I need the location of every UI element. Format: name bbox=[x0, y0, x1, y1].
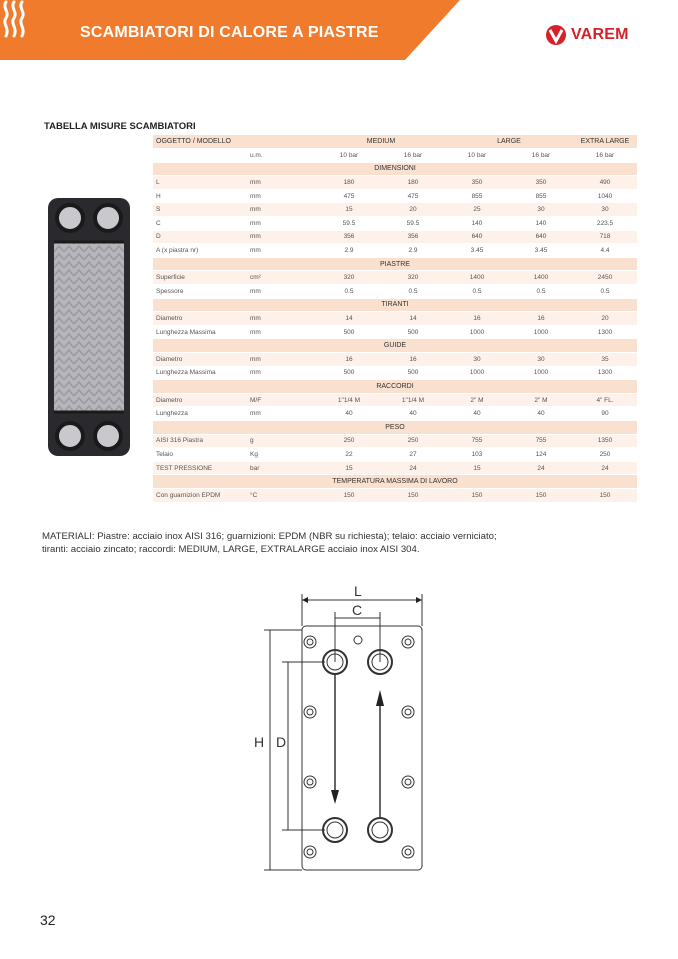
row-value: 30 bbox=[445, 353, 509, 367]
row-value: 30 bbox=[509, 203, 573, 217]
group-header-row bbox=[153, 475, 637, 489]
table-header-row bbox=[153, 135, 637, 149]
group-header-row bbox=[153, 257, 637, 271]
row-value: 0.5 bbox=[381, 285, 445, 299]
group-header-row bbox=[153, 162, 637, 176]
row-label: Diametro bbox=[153, 312, 247, 326]
um-header: u.m. bbox=[247, 149, 317, 163]
row-value: 1040 bbox=[573, 189, 637, 203]
row-label: TEST PRESSIONE bbox=[153, 461, 247, 475]
table-row bbox=[153, 244, 637, 258]
pressure-header: 10 bar bbox=[445, 149, 509, 163]
row-label: D bbox=[153, 230, 247, 244]
row-value: 0.5 bbox=[509, 285, 573, 299]
row-value: 15 bbox=[445, 461, 509, 475]
brand-name: VAREM bbox=[571, 26, 629, 43]
row-value: 150 bbox=[381, 488, 445, 502]
plate-heat-exchanger-photo bbox=[44, 196, 134, 458]
row-value: 3.45 bbox=[445, 244, 509, 258]
row-value: 14 bbox=[317, 312, 381, 326]
row-value: 16 bbox=[381, 353, 445, 367]
row-unit: g bbox=[247, 434, 317, 448]
row-unit: mm bbox=[247, 203, 317, 217]
section-title: TABELLA MISURE SCAMBIATORI bbox=[44, 121, 196, 132]
table-row bbox=[153, 285, 637, 299]
table-row bbox=[153, 393, 637, 407]
row-label: C bbox=[153, 217, 247, 231]
table-row bbox=[153, 176, 637, 190]
row-label: Diametro bbox=[153, 393, 247, 407]
dimensions-table bbox=[153, 135, 637, 503]
table-row bbox=[153, 312, 637, 326]
row-label: S bbox=[153, 203, 247, 217]
group-header-row bbox=[153, 420, 637, 434]
row-value: 150 bbox=[509, 488, 573, 502]
label-c: C bbox=[352, 602, 363, 618]
table-row bbox=[153, 366, 637, 380]
row-value: 320 bbox=[381, 271, 445, 285]
row-value: 1000 bbox=[509, 325, 573, 339]
row-value: 0.5 bbox=[317, 285, 381, 299]
row-label: Lunghezza Massima bbox=[153, 325, 247, 339]
pressure-header: 16 bar bbox=[381, 149, 445, 163]
row-unit: °C bbox=[247, 488, 317, 502]
row-value: 1300 bbox=[573, 325, 637, 339]
table-row bbox=[153, 325, 637, 339]
row-value: 718 bbox=[573, 230, 637, 244]
medium-header: MEDIUM bbox=[317, 135, 445, 149]
row-value: 27 bbox=[381, 448, 445, 462]
row-value: 150 bbox=[317, 488, 381, 502]
table-subheader-row bbox=[153, 149, 637, 163]
brand-logo bbox=[545, 24, 629, 46]
label-l: L bbox=[354, 583, 362, 599]
row-value: 1"1/4 M bbox=[317, 393, 381, 407]
row-value: 350 bbox=[509, 176, 573, 190]
row-unit: mm bbox=[247, 189, 317, 203]
row-value: 4.4 bbox=[573, 244, 637, 258]
row-value: 1"1/4 M bbox=[381, 393, 445, 407]
row-unit: mm bbox=[247, 217, 317, 231]
table-row bbox=[153, 353, 637, 367]
row-value: 103 bbox=[445, 448, 509, 462]
row-value: 30 bbox=[573, 203, 637, 217]
row-value: 30 bbox=[509, 353, 573, 367]
row-value: 22 bbox=[317, 448, 381, 462]
group-header-row bbox=[153, 380, 637, 394]
row-value: 855 bbox=[509, 189, 573, 203]
row-unit: mm bbox=[247, 230, 317, 244]
row-value: 356 bbox=[317, 230, 381, 244]
pressure-header: 10 bar bbox=[317, 149, 381, 163]
row-value: 180 bbox=[317, 176, 381, 190]
group-title: TIRANTI bbox=[153, 298, 637, 312]
row-unit: M/F bbox=[247, 393, 317, 407]
row-value: 40 bbox=[509, 407, 573, 421]
heat-waves-icon bbox=[0, 0, 32, 38]
row-value: 755 bbox=[445, 434, 509, 448]
row-value: 150 bbox=[573, 488, 637, 502]
row-label: Superficie bbox=[153, 271, 247, 285]
group-title: RACCORDI bbox=[153, 380, 637, 394]
row-unit: mm bbox=[247, 366, 317, 380]
row-value: 20 bbox=[573, 312, 637, 326]
pressure-header: 16 bar bbox=[573, 149, 637, 163]
group-title: GUIDE bbox=[153, 339, 637, 353]
extra-large-header: EXTRA LARGE bbox=[573, 135, 637, 149]
group-title: PIASTRE bbox=[153, 257, 637, 271]
group-header-row bbox=[153, 339, 637, 353]
row-value: 1000 bbox=[445, 366, 509, 380]
row-label: Lunghezza bbox=[153, 407, 247, 421]
row-label: Diametro bbox=[153, 353, 247, 367]
row-value: 490 bbox=[573, 176, 637, 190]
row-value: 20 bbox=[381, 203, 445, 217]
row-value: 40 bbox=[317, 407, 381, 421]
table-row bbox=[153, 189, 637, 203]
row-value: 15 bbox=[317, 461, 381, 475]
flow-up-arrow bbox=[376, 690, 384, 706]
row-value: 24 bbox=[573, 461, 637, 475]
flow-down-arrow bbox=[331, 790, 339, 804]
row-value: 124 bbox=[509, 448, 573, 462]
table-row bbox=[153, 448, 637, 462]
row-value: 16 bbox=[317, 353, 381, 367]
varem-logo-icon bbox=[545, 24, 567, 46]
row-value: 250 bbox=[573, 448, 637, 462]
row-unit: mm bbox=[247, 176, 317, 190]
row-value: 59.5 bbox=[381, 217, 445, 231]
pressure-header: 16 bar bbox=[509, 149, 573, 163]
row-value: 2.9 bbox=[381, 244, 445, 258]
row-value: 140 bbox=[509, 217, 573, 231]
row-label: Telaio bbox=[153, 448, 247, 462]
row-value: 320 bbox=[317, 271, 381, 285]
row-unit: cm² bbox=[247, 271, 317, 285]
header-banner bbox=[0, 0, 460, 60]
row-value: 250 bbox=[381, 434, 445, 448]
row-label: AISI 316 Piastra bbox=[153, 434, 247, 448]
row-value: 500 bbox=[317, 325, 381, 339]
row-value: 1000 bbox=[509, 366, 573, 380]
row-value: 356 bbox=[381, 230, 445, 244]
model-label: OGGETTO / MODELLO bbox=[153, 135, 247, 149]
row-label: H bbox=[153, 189, 247, 203]
page-title: SCAMBIATORI DI CALORE A PIASTRE bbox=[80, 24, 379, 41]
table-row bbox=[153, 217, 637, 231]
label-d: D bbox=[276, 734, 287, 750]
row-value: 16 bbox=[445, 312, 509, 326]
row-value: 4" FL. bbox=[573, 393, 637, 407]
row-value: 24 bbox=[381, 461, 445, 475]
row-unit: mm bbox=[247, 312, 317, 326]
row-value: 35 bbox=[573, 353, 637, 367]
row-value: 475 bbox=[317, 189, 381, 203]
row-value: 500 bbox=[381, 366, 445, 380]
row-unit: Kg bbox=[247, 448, 317, 462]
row-value: 1400 bbox=[509, 271, 573, 285]
row-value: 40 bbox=[381, 407, 445, 421]
row-label: Lunghezza Massima bbox=[153, 366, 247, 380]
row-value: 180 bbox=[381, 176, 445, 190]
label-h: H bbox=[254, 734, 265, 750]
row-label: Con guarnizion EPDM bbox=[153, 488, 247, 502]
row-unit: bar bbox=[247, 461, 317, 475]
row-value: 25 bbox=[445, 203, 509, 217]
row-value: 500 bbox=[317, 366, 381, 380]
row-value: 640 bbox=[445, 230, 509, 244]
row-value: 350 bbox=[445, 176, 509, 190]
table-row bbox=[153, 434, 637, 448]
row-value: 500 bbox=[381, 325, 445, 339]
row-value: 3.45 bbox=[509, 244, 573, 258]
group-header-row bbox=[153, 298, 637, 312]
table-row bbox=[153, 203, 637, 217]
table-row bbox=[153, 271, 637, 285]
row-value: 755 bbox=[509, 434, 573, 448]
row-value: 40 bbox=[445, 407, 509, 421]
row-value: 2" M bbox=[445, 393, 509, 407]
row-value: 2" M bbox=[509, 393, 573, 407]
row-value: 2.9 bbox=[317, 244, 381, 258]
row-value: 475 bbox=[381, 189, 445, 203]
row-value: 140 bbox=[445, 217, 509, 231]
group-title: TEMPERATURA MASSIMA DI LAVORO bbox=[153, 475, 637, 489]
row-value: 1400 bbox=[445, 271, 509, 285]
row-value: 24 bbox=[509, 461, 573, 475]
row-unit: mm bbox=[247, 285, 317, 299]
row-value: 250 bbox=[317, 434, 381, 448]
row-value: 0.5 bbox=[445, 285, 509, 299]
table-row bbox=[153, 488, 637, 502]
row-value: 150 bbox=[445, 488, 509, 502]
page-number: 32 bbox=[40, 912, 56, 928]
row-unit: mm bbox=[247, 353, 317, 367]
group-title: DIMENSIONI bbox=[153, 162, 637, 176]
row-value: 0.5 bbox=[573, 285, 637, 299]
row-value: 14 bbox=[381, 312, 445, 326]
row-label: A (x piastra nr) bbox=[153, 244, 247, 258]
row-value: 15 bbox=[317, 203, 381, 217]
row-value: 59.5 bbox=[317, 217, 381, 231]
group-title: PESO bbox=[153, 420, 637, 434]
large-header: LARGE bbox=[445, 135, 573, 149]
table-row bbox=[153, 230, 637, 244]
row-label: L bbox=[153, 176, 247, 190]
row-value: 2450 bbox=[573, 271, 637, 285]
row-unit: mm bbox=[247, 244, 317, 258]
row-value: 90 bbox=[573, 407, 637, 421]
row-unit: mm bbox=[247, 407, 317, 421]
table-row bbox=[153, 461, 637, 475]
row-value: 16 bbox=[509, 312, 573, 326]
row-label: Spessore bbox=[153, 285, 247, 299]
row-value: 640 bbox=[509, 230, 573, 244]
materials-note: MATERIALI: Piastre: acciaio inox AISI 316; guarnizioni: EPDM (NBR su richiesta); telaio: acciaio verniciato; tiranti: acciaio zincato; raccordi: MEDIUM, LARGE, EXTRALARGE acciaio inox AISI 304. bbox=[42, 531, 497, 555]
row-value: 1350 bbox=[573, 434, 637, 448]
row-value: 855 bbox=[445, 189, 509, 203]
row-unit: mm bbox=[247, 325, 317, 339]
row-value: 223.5 bbox=[573, 217, 637, 231]
dimension-drawing bbox=[250, 582, 430, 872]
row-value: 1300 bbox=[573, 366, 637, 380]
row-value: 1000 bbox=[445, 325, 509, 339]
table-row bbox=[153, 407, 637, 421]
